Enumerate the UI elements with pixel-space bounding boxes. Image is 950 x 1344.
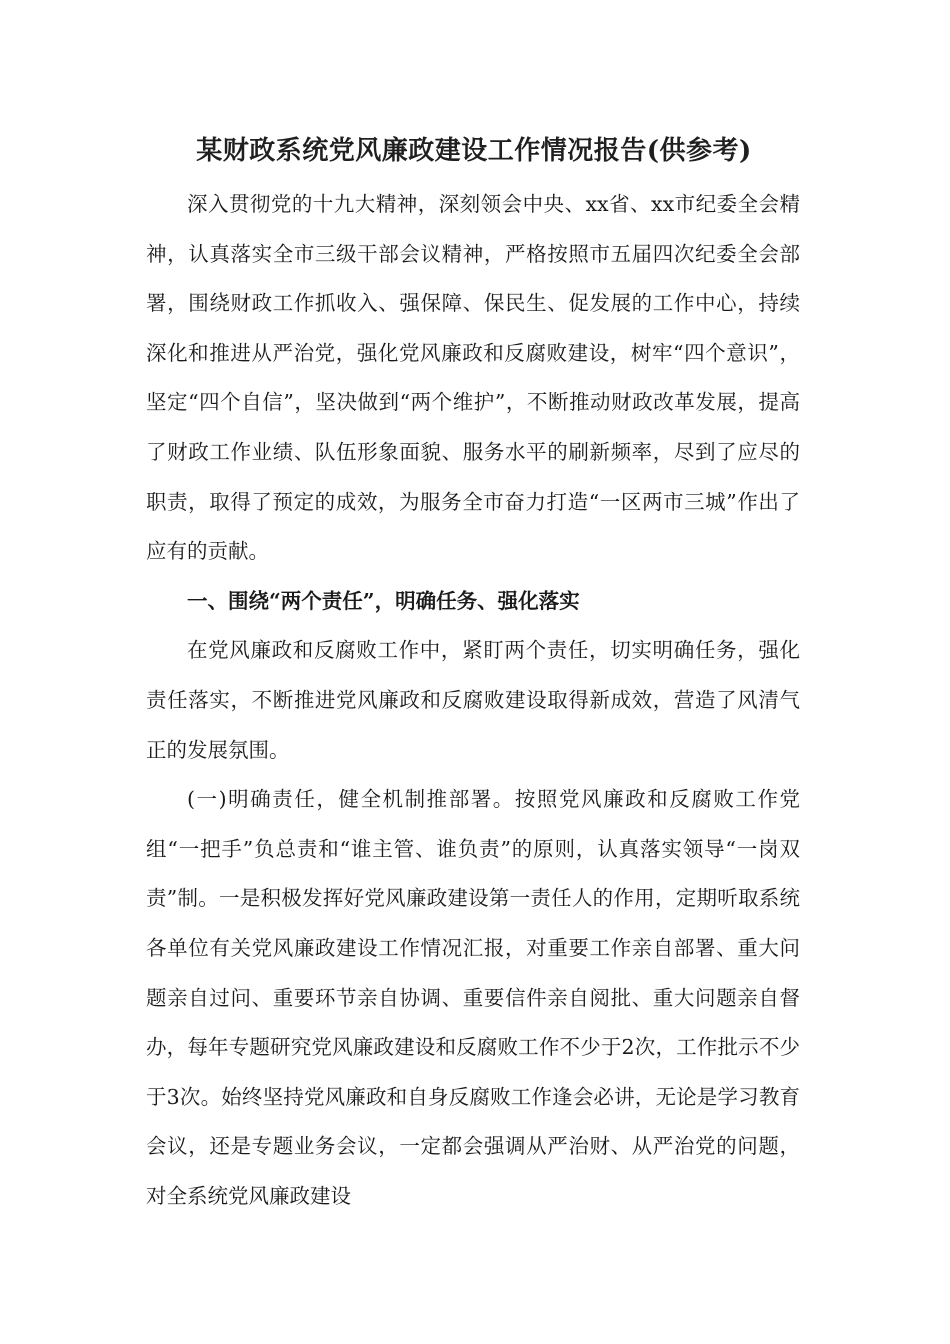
intro-paragraph: 深入贯彻党的十九大精神，深刻领会中央、xx省、xx市纪委全会精神，认真落实全市三级干部会议精神，严格按照市五届四次纪委全会部署，围绕财政工作抓收入、强保障、保民生、促发展的工作中心，持续深化和推进从严治党，强化党风廉政和反腐败建设，树牢“四个意识”，坚定“四个自信”，坚决做到“两个维护”，不断推动财政改革发展，提高了财政工作业绩、队伍形象面貌、服务水平的刷新频率，尽到了应尽的职责，取得了预定的成效，为服务全市奋力打造“一区两市三城”作出了应有的贡献。 [146,192,800,564]
section-paragraph: 在党风廉政和反腐败工作中，紧盯两个责任，切实明确任务，强化责任落实，不断推进党风廉政和反腐败建设取得新成效，营造了风清气正的发展氛围。 [146,638,800,762]
document-body [146,180,800,1221]
section-heading: 一、围绕“两个责任”，明确任务、强化落实 [187,588,580,613]
subsection-paragraph: (一)明确责任，健全机制推部署。按照党风廉政和反腐败工作党组“一把手”负总责和“谁主管、谁负责”的原则，认真落实领导“一岗双责”制。一是积极发挥好党风廉政建设第一责任人的作用，定期听取系统各单位有关党风廉政建设工作情况汇报，对重要工作亲自部署、重大问题亲自过问、重要环节亲自协调、重要信件亲自阅批、重大问题亲自督办，每年专题研究党风廉政建设和反腐败工作不少于2次，工作批示不少于3次。始终坚持党风廉政和自身反腐败工作逢会必讲，无论是学习教育会议，还是专题业务会议，一定都会强调从严治财、从严治党的问题，对全系统党风廉政建设 [146,787,800,1208]
document-title: 某财政系统党风廉政建设工作情况报告(供参考) [196,136,752,166]
